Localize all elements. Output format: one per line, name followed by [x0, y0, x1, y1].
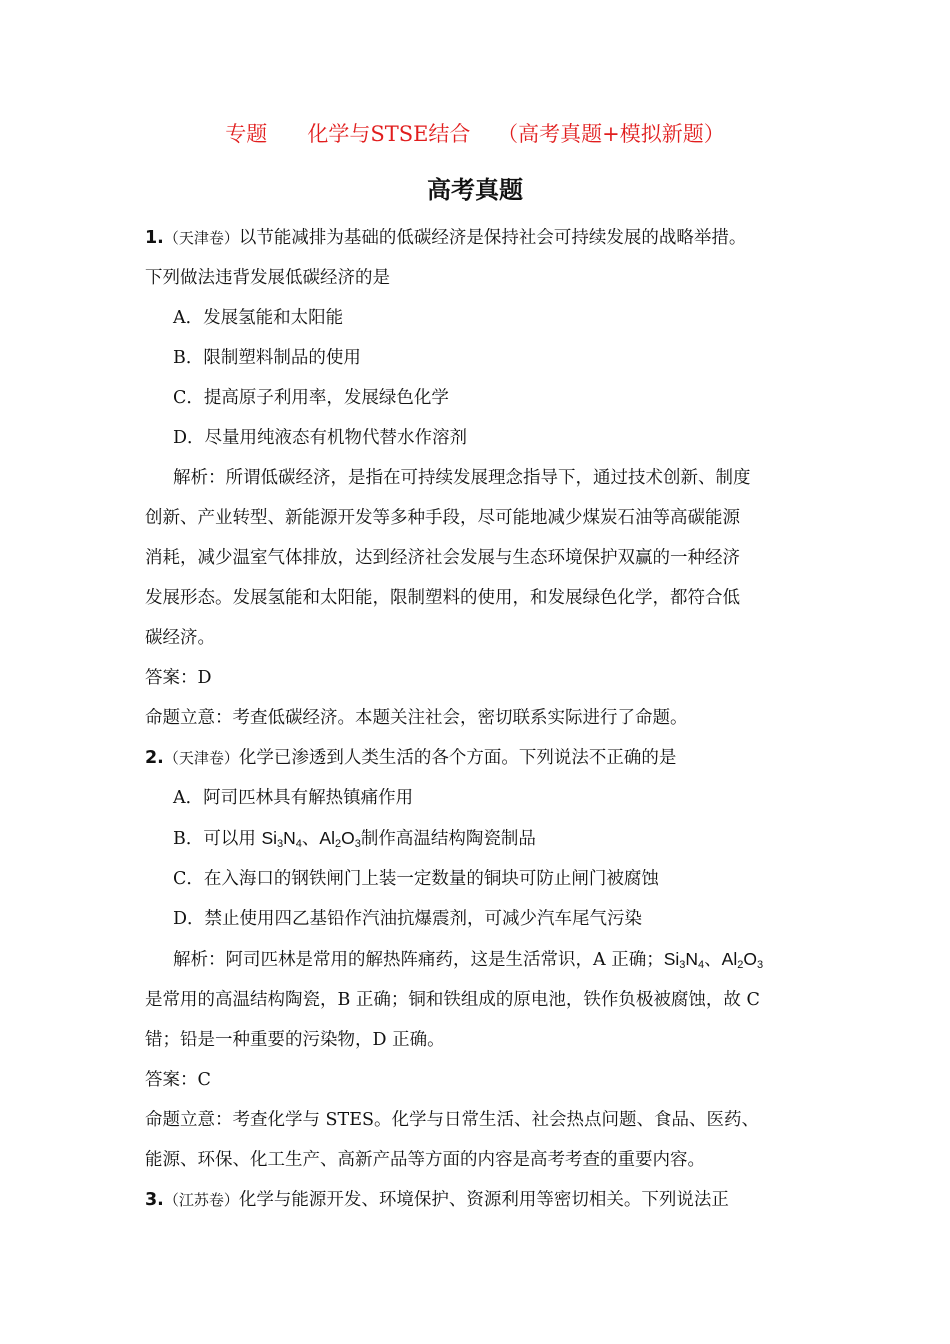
formula-si3n4: [664, 949, 704, 969]
q2-intent-line-1: 命题立意：考查化学与 STES。化学与日常生活、社会热点问题、食品、医药、: [145, 1110, 759, 1130]
section-title: 高考真题: [427, 176, 523, 204]
q1-stem-line-2: 下列做法违背发展低碳经济的是: [145, 268, 390, 288]
q3-source: （江苏卷）: [163, 1191, 239, 1209]
q1-analysis-line: 发展形态。发展氢能和太阳能，限制塑料的使用，和发展绿色化学，都符合低: [145, 588, 740, 608]
formula-subscript: 2: [737, 959, 744, 971]
q2-option-b-prefix: B．可以用: [173, 829, 262, 849]
q2-option-b: [145, 818, 815, 859]
document-title: 专题 化学与STSE结合 （高考真题+模拟新题）: [225, 122, 725, 146]
formula-subscript: 3: [756, 959, 764, 971]
formula-symbol: N: [283, 828, 296, 848]
q1-option-b: B．限制塑料制品的使用: [173, 348, 361, 368]
q2-intent-line-2: 能源、环保、化工生产、高新产品等方面的内容是高考考查的重要内容。: [145, 1150, 705, 1170]
q2-analysis-line-1: [145, 939, 815, 980]
q1-analysis-line: 消耗，减少温室气体排放，达到经济社会发展与生态环境保护双赢的一种经济: [145, 548, 740, 568]
q1-intent: 命题立意：考查低碳经济。本题关注社会，密切联系实际进行了命题。: [145, 708, 688, 728]
q2-answer: 答案：C: [145, 1070, 211, 1090]
q2-analysis-prefix: 解析：阿司匹林是常用的解热阵痛药，这是生活常识，A 正确；: [173, 950, 664, 970]
q2-stem-text: 化学已渗透到人类生活的各个方面。下列说法不正确的是: [238, 748, 677, 768]
q1-stem-line-1: [145, 218, 815, 258]
formula-al2o3: [319, 828, 360, 848]
formula-subscript: 3: [354, 838, 361, 850]
q2-option-d: D．禁止使用四乙基铅作汽油抗爆震剂，可减少汽车尾气污染: [173, 909, 643, 929]
q3-stem-line: [145, 1180, 815, 1220]
q2-number: 2.: [145, 748, 164, 768]
formula-symbol: Si: [261, 828, 277, 848]
q3-number: 3.: [145, 1190, 164, 1210]
q1-option-d: D．尽量用纯液态有机物代替水作溶剂: [173, 428, 468, 448]
q2-option-c: C．在入海口的钢铁闸门上装一定数量的铜块可防止闸门被腐蚀: [173, 869, 659, 889]
formula-symbol: O: [341, 828, 355, 848]
q1-stem-text-1: 以节能减排为基础的低碳经济是保持社会可持续发展的战略举措。: [238, 228, 747, 248]
q2-stem-line: [145, 738, 815, 778]
formula-symbol: Al: [319, 828, 335, 848]
formula-symbol: O: [743, 949, 757, 969]
formula-subscript: 4: [295, 838, 302, 850]
q2-option-a: A．阿司匹林具有解热镇痛作用: [173, 788, 414, 808]
separator: 、: [704, 950, 722, 970]
q1-analysis-line: 创新、产业转型、新能源开发等多种手段，尽可能地减少煤炭石油等高碳能源: [145, 508, 740, 528]
formula-al2o3: [722, 949, 763, 969]
q2-option-b-suffix: 制作高温结构陶瓷制品: [360, 829, 536, 849]
formula-subscript: 2: [334, 838, 342, 850]
q1-number: 1.: [145, 228, 164, 248]
document-body: [145, 218, 815, 1220]
q1-option-c: C．提高原子利用率，发展绿色化学: [173, 388, 449, 408]
separator: 、: [301, 829, 320, 849]
formula-subscript: 3: [277, 838, 284, 850]
q1-source: （天津卷）: [163, 229, 239, 247]
q2-analysis-line-3: 错；铅是一种重要的污染物，D 正确。: [145, 1030, 445, 1050]
q1-analysis-line: 碳经济。: [145, 628, 215, 648]
formula-si3n4: [261, 828, 301, 848]
formula-symbol: Al: [721, 949, 738, 969]
q2-analysis-line-2: 是常用的高温结构陶瓷，B 正确；铜和铁组成的原电池，铁作负极被腐蚀，故 C: [145, 990, 760, 1010]
q1-answer: 答案：D: [145, 668, 212, 688]
q1-analysis-line: 解析：所谓低碳经济，是指在可持续发展理念指导下，通过技术创新、制度: [173, 468, 751, 488]
formula-symbol: N: [685, 949, 699, 969]
q2-source: （天津卷）: [163, 749, 239, 767]
formula-subscript: 3: [679, 959, 686, 971]
q1-option-a: A．发展氢能和太阳能: [173, 308, 344, 328]
formula-subscript: 4: [698, 959, 705, 971]
q3-stem-text: 化学与能源开发、环境保护、资源利用等密切相关。下列说法正: [238, 1190, 729, 1210]
formula-symbol: Si: [663, 949, 680, 969]
